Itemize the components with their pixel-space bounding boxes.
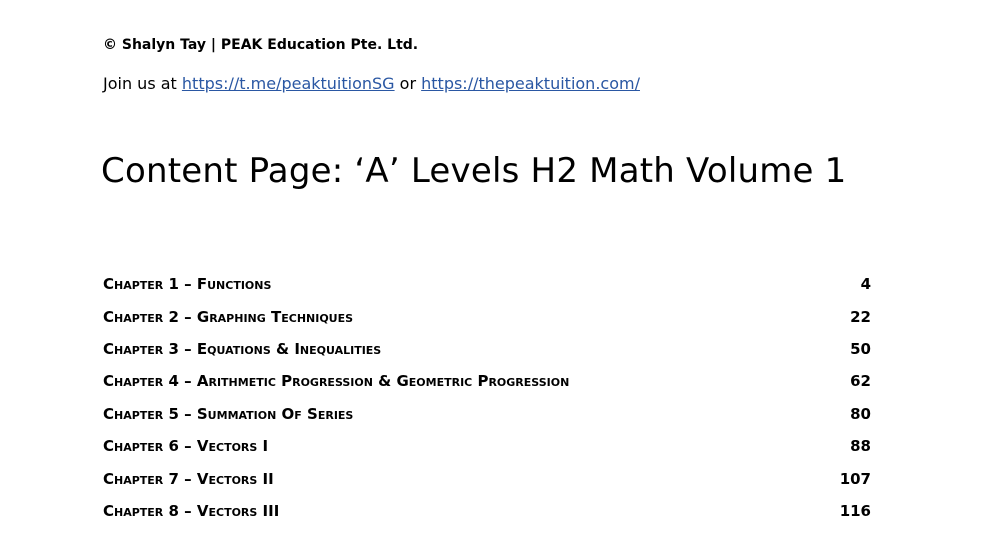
toc-entry-chapter-7[interactable] [103,462,871,494]
toc-entry-chapter-2[interactable] [103,300,871,332]
join-or: or [394,74,422,93]
telegram-link[interactable]: https://t.me/peaktuitionSG [181,74,395,93]
toc-entry-label: Chapter 8 – Vectors III [103,501,280,520]
page-title: Content Page: ‘A’ Levels H2 Math Volume 1 [101,151,847,191]
toc-entry-label: Chapter 4 – Arithmetic Progression & Geometric Progression [103,372,570,391]
toc-entry-label: Chapter 2 – Graphing Techniques [103,307,354,326]
toc-entry-chapter-8[interactable] [103,495,871,527]
toc-entry-page: 80 [850,404,871,423]
join-prefix: Join us at [103,74,182,93]
table-of-contents [103,268,871,527]
toc-entry-page: 4 [860,275,871,294]
toc-entry-page: 22 [850,307,871,326]
toc-entry-page: 62 [850,372,871,391]
toc-entry-page: 107 [839,469,871,488]
toc-entry-label: Chapter 1 – Functions [103,275,272,294]
join-line [103,74,640,93]
toc-entry-chapter-6[interactable] [103,430,871,462]
website-link[interactable]: https://thepeaktuition.com/ [421,74,640,93]
toc-entry-chapter-3[interactable] [103,333,871,365]
toc-entry-label: Chapter 3 – Equations & Inequalities [103,339,382,358]
copyright-notice: © Shalyn Tay | PEAK Education Pte. Ltd. [103,37,419,53]
toc-entry-label: Chapter 7 – Vectors II [103,469,274,488]
toc-entry-label: Chapter 5 – Summation Of Series [103,404,354,423]
toc-entry-page: 88 [850,437,871,456]
toc-entry-page: 116 [839,501,871,520]
toc-entry-chapter-4[interactable] [103,365,871,397]
toc-entry-page: 50 [850,339,871,358]
toc-entry-chapter-5[interactable] [103,398,871,430]
toc-entry-chapter-1[interactable] [103,268,871,300]
toc-entry-label: Chapter 6 – Vectors I [103,437,269,456]
